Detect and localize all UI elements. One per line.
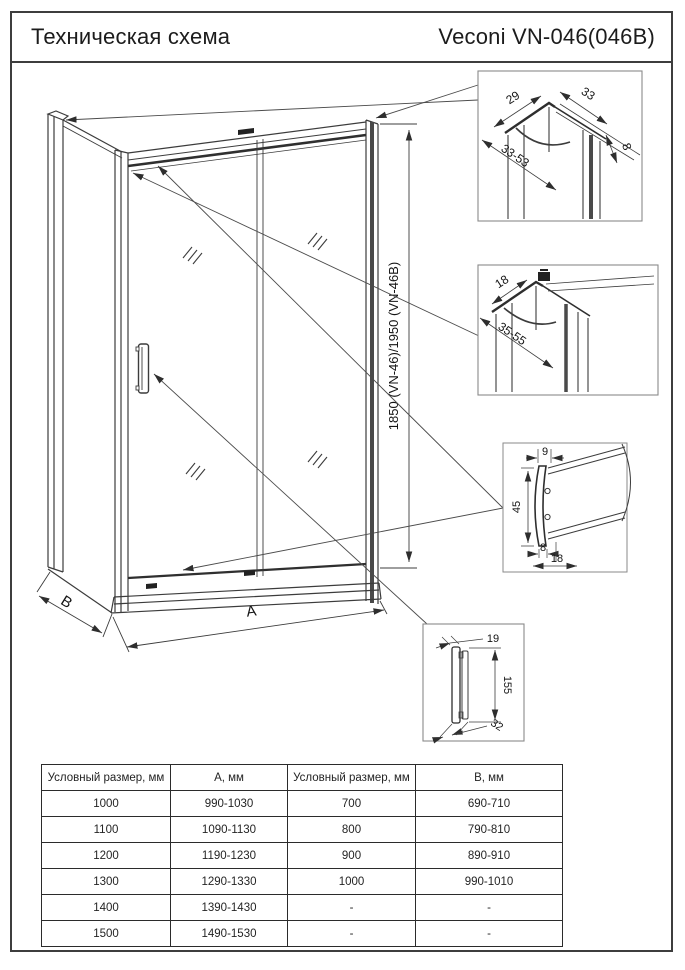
table-cell: 990-1010 — [416, 869, 563, 895]
table-header-cell: В, мм — [416, 765, 563, 791]
table-cell: 800 — [288, 817, 416, 843]
table-cell: 690-710 — [416, 791, 563, 817]
table-header-cell: Условный размер, мм — [288, 765, 416, 791]
rail-roller — [538, 272, 550, 281]
dim-label-32: 32 — [488, 717, 506, 734]
dim-label-8-glass: 8 — [619, 141, 635, 153]
dim-label-33: 33 — [578, 84, 598, 104]
table-cell: 700 — [288, 791, 416, 817]
top-roller — [238, 128, 254, 135]
dim-label-19: 19 — [486, 633, 500, 645]
dim-label-18-handle: 18 — [550, 553, 564, 565]
table-cell: 1200 — [42, 843, 171, 869]
dim-label-29: 29 — [503, 88, 523, 108]
table-header-cell: А, мм — [171, 765, 288, 791]
main-drawing — [37, 85, 503, 652]
detail-handle-front — [423, 624, 524, 741]
dimension-depth-B — [37, 572, 112, 637]
bottom-roller-right — [244, 570, 255, 576]
table-cell: 1190-1230 — [171, 843, 288, 869]
table-cell: 1500 — [42, 921, 171, 947]
detail-wall-profile — [478, 71, 642, 221]
detail-handle-side — [503, 443, 631, 572]
table-row — [42, 869, 563, 895]
table-cell: 1400 — [42, 895, 171, 921]
table-cell: - — [416, 921, 563, 947]
table-cell: - — [288, 895, 416, 921]
dim-label-height: 1850 (VN-46)/1950 (VN-46B) — [386, 261, 401, 431]
sliding-door — [136, 128, 327, 589]
dimension-height — [380, 124, 417, 568]
table-cell: - — [288, 921, 416, 947]
table-row — [42, 817, 563, 843]
table-header-cell: Условный размер, мм — [42, 765, 171, 791]
detail-rail-profile — [478, 265, 658, 395]
dim-label-33-53: 33-53 — [498, 141, 532, 171]
table-cell: 1000 — [42, 791, 171, 817]
table-cell: 1490-1530 — [171, 921, 288, 947]
size-table — [41, 764, 563, 947]
page-title: Техническая схема — [31, 24, 231, 49]
table-cell: 790-810 — [416, 817, 563, 843]
table-row — [42, 843, 563, 869]
table-cell: - — [416, 895, 563, 921]
table-cell: 1300 — [42, 869, 171, 895]
table-cell: 900 — [288, 843, 416, 869]
table-row — [42, 921, 563, 947]
glass-hatch-marks — [183, 233, 327, 480]
bottom-roller-left — [146, 583, 157, 589]
dim-label-45: 45 — [511, 500, 523, 514]
side-glass-panel — [48, 120, 122, 613]
dim-label-9: 9 — [541, 446, 549, 458]
table-cell: 1000 — [288, 869, 416, 895]
dim-label-B: B — [57, 592, 76, 613]
dimension-width-A — [113, 601, 387, 652]
table-header-row — [42, 765, 563, 791]
table-cell: 890-910 — [416, 843, 563, 869]
dim-label-18-rail: 18 — [492, 272, 512, 292]
table-cell: 990-1030 — [171, 791, 288, 817]
table-row — [42, 895, 563, 921]
wall-profile — [48, 111, 68, 572]
dim-label-155: 155 — [501, 675, 513, 695]
table-cell: 1100 — [42, 817, 171, 843]
dim-label-35-55: 35-55 — [495, 319, 529, 349]
model-title: Veconi VN-046(046B) — [438, 24, 655, 49]
table-cell: 1090-1130 — [171, 817, 288, 843]
table-cell: 1390-1430 — [171, 895, 288, 921]
dim-label-A: A — [245, 602, 258, 621]
table-row — [42, 791, 563, 817]
table-cell: 1290-1330 — [171, 869, 288, 895]
door-handle — [136, 344, 149, 393]
dim-label-8-handle: 8 — [539, 542, 547, 554]
